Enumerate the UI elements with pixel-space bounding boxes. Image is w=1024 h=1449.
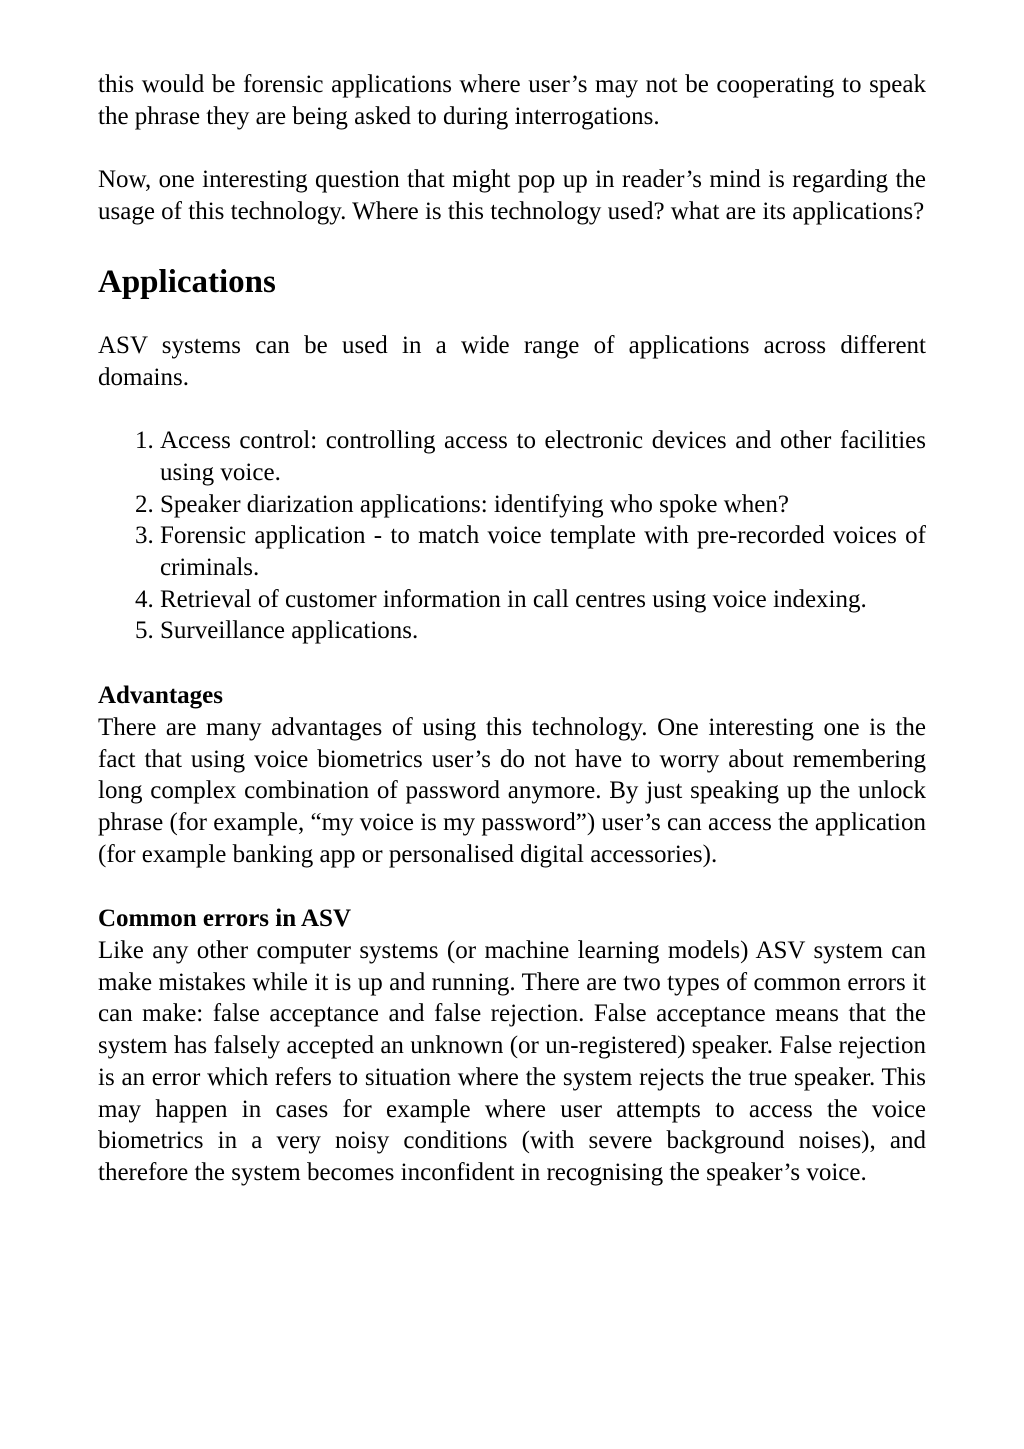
applications-intro: ASV systems can be used in a wide range of applications across different domains. — [98, 331, 926, 391]
list-item: 4. Retrieval of customer information in call centres using voice indexing. — [160, 584, 926, 616]
intro-paragraph-1: this would be forensic applications where user’s may not be cooperating to speak the phrase they are being asked to during interrogations. — [98, 71, 926, 130]
common-errors-text: Like any other computer systems (or machine learning models) ASV system can make mistakes while it is up and running. There are two types of common errors it can make: false acceptance and false rejection. False acceptance means that the system has falsely accepted an unknown (or un-registered) speaker. False rejection is an error which refers to situation where the system rejects the true speaker. This may happen in cases for example where user attempts to access the voice biometrics in a very noisy conditions (with severe background noises), and therefore the system becomes inconfident in recognising the speaker’s voice. — [98, 937, 926, 1186]
list-item: 5. Surveillance applications. — [160, 615, 926, 647]
common-errors-heading: Common errors in ASV — [98, 905, 352, 933]
advantages-heading: Advantages — [98, 682, 224, 710]
intro-paragraph-2: Now, one interesting question that might pop up in reader’s mind is regarding the usage of this technology. Where is this technology used? what are its applications? — [98, 166, 926, 226]
list-item: 1. Access control: controlling access to electronic devices and other facilities using voice. — [160, 425, 926, 488]
applications-heading: Applications — [98, 263, 276, 300]
list-item: 3. Forensic application - to match voice template with pre-recorded voices of criminals. — [160, 520, 926, 583]
advantages-text: There are many advantages of using this technology. One interesting one is the fact that using voice biometrics user’s do not have to worry about remembering long complex combination of password anymore. By just speaking up the unlock phrase (for example, “my voice is my password”) user’s can access the application (for example banking app or personalised digital accessories). — [98, 713, 926, 868]
list-item: 2. Speaker diarization applications: identifying who spoke when? — [160, 489, 926, 521]
applications-list — [98, 425, 926, 647]
